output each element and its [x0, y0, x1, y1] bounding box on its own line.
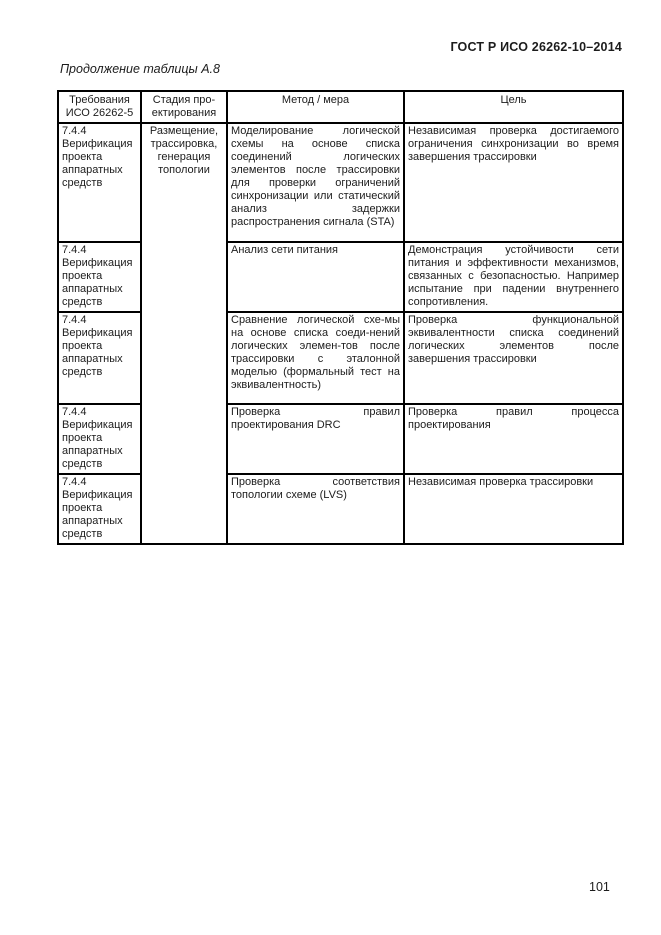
- column-header-goal: Цель: [404, 91, 623, 123]
- column-header-stage: Стадия про-ектирования: [141, 91, 227, 123]
- requirement-cell: [58, 242, 141, 312]
- table-header-row: [58, 91, 623, 123]
- requirement-text: Верификация проекта аппаратных средств: [62, 489, 133, 540]
- method-cell: Проверка правил проектирования DRC: [227, 404, 404, 474]
- goal-cell: Независимая проверка достигаемого ограничения синхронизации во время завершения трассировки: [404, 123, 623, 242]
- column-header-method: Метод / мера: [227, 91, 404, 123]
- method-cell: Сравнение логической схе-мы на основе списка соеди-нений логических элемен-тов после трассировки с эталонной моделью (формальный тест на эквивалентность): [227, 312, 404, 404]
- requirement-number: 7.4.4: [62, 406, 87, 418]
- requirement-cell: [58, 474, 141, 544]
- table-caption: Продолжение таблицы А.8: [60, 62, 220, 76]
- requirement-text: Верификация проекта аппаратных средств: [62, 138, 133, 189]
- method-cell: Моделирование логической схемы на основе списка соединений логических элементов после трассировки для проверки ограничений синхронизации или статический анализ задержки распространения сигнала (STA): [227, 123, 404, 242]
- requirement-number: 7.4.4: [62, 476, 87, 488]
- column-header-requirement: Требования ИСО 26262-5: [58, 91, 141, 123]
- method-cell: Проверка соответствия топологии схеме (LVS): [227, 474, 404, 544]
- requirement-cell: [58, 312, 141, 404]
- requirement-cell: [58, 404, 141, 474]
- method-cell: Анализ сети питания: [227, 242, 404, 312]
- goal-cell: Демонстрация устойчивости сети питания и эффективности механизмов, связанных с безопасностью. Например испытание при падении внутреннего сопротивления.: [404, 242, 623, 312]
- table-a8: [57, 90, 624, 545]
- requirement-text: Верификация проекта аппаратных средств: [62, 257, 133, 308]
- requirement-text: Верификация проекта аппаратных средств: [62, 327, 133, 378]
- goal-cell: Независимая проверка трассировки: [404, 474, 623, 544]
- requirement-number: 7.4.4: [62, 125, 87, 137]
- doc-header: ГОСТ Р ИСО 26262-10–2014: [450, 40, 622, 54]
- requirement-number: 7.4.4: [62, 314, 87, 326]
- table-row: [58, 123, 623, 242]
- goal-cell: Проверка правил процесса проектирования: [404, 404, 623, 474]
- page-number: 101: [589, 880, 610, 894]
- requirement-text: Верификация проекта аппаратных средств: [62, 419, 133, 470]
- requirement-number: 7.4.4: [62, 244, 87, 256]
- requirement-cell: [58, 123, 141, 242]
- stage-cell: Размещение, трассировка, генерация топологии: [141, 123, 227, 544]
- goal-cell: Проверка функциональной эквивалентности списка соединений логических элементов после завершения трассировки: [404, 312, 623, 404]
